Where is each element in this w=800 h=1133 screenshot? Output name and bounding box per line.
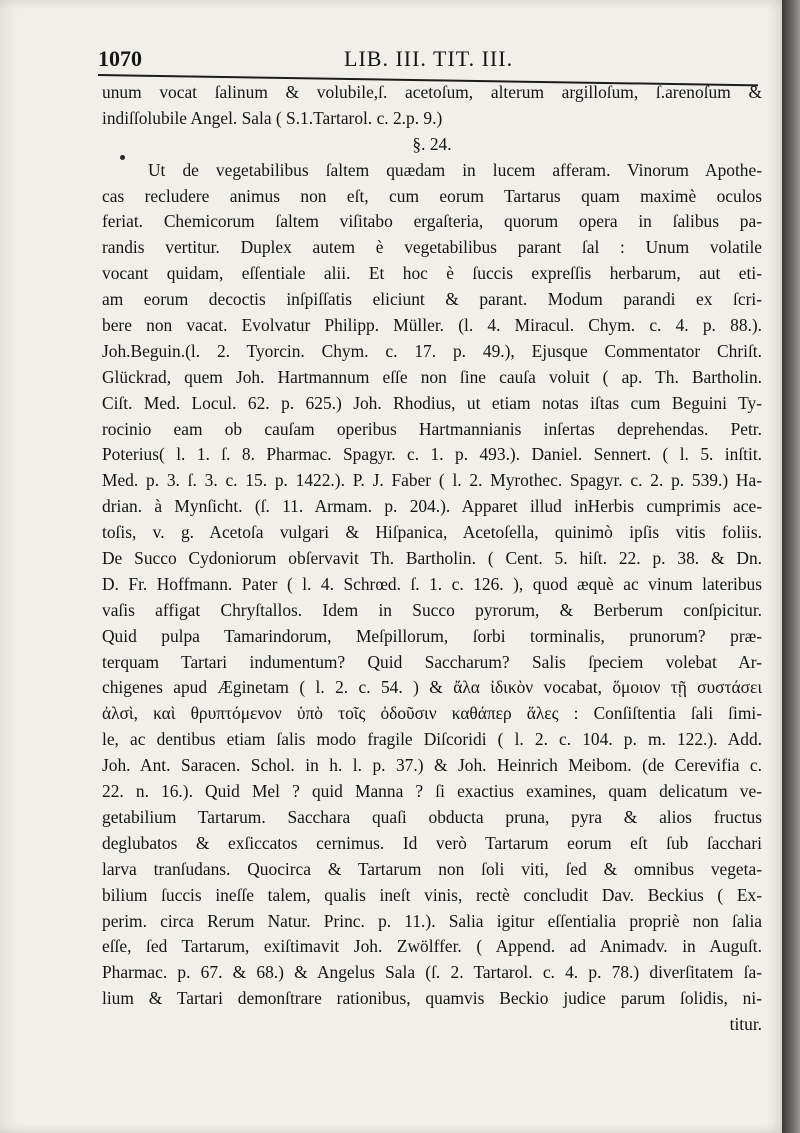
text-line: am eorum decoctis inſpiſſatis eliciunt & parant. Modum parandi ex ſcri- bbox=[102, 289, 762, 310]
text-line: randis vertitur. Duplex autem è vegetabilibus parant ſal : Unum volatile bbox=[102, 237, 762, 258]
text-line: unum vocat ſalinum & volubile,ſ. acetoſum, alterum argilloſum, ſ.arenoſum & bbox=[102, 82, 762, 102]
text-line: le, ac dentibus etiam ſalis modo fragile Diſcoridi ( l. 2. c. 104. p. m. 122.). Add. bbox=[102, 729, 762, 750]
text-line: lium & Tartari demonſtrare rationibus, quamvis Beckio judice parum ſolidis, ni- bbox=[102, 988, 762, 1009]
text-line: Quid pulpa Tamarindorum, Meſpillorum, ſorbi torminalis, prunorum? præ- bbox=[102, 625, 762, 646]
text-line: Med. p. 3. ſ. 3. c. 15. p. 1422.). P. J. Faber ( l. 2. Myrothec. Spagyr. c. 2. p. 539.) Ha- bbox=[102, 470, 762, 491]
text-line: cas recludere animus non eſt, cum eorum Tartarus quam maximè oculos bbox=[102, 185, 762, 206]
text-line: chigenes apud Æginetam ( l. 2. c. 54. ) & ἄλα ἰδικὸν vocabat, ὅμοιον τῇ συστάσει bbox=[102, 677, 762, 698]
text-line: Glückrad, quem Joh. Hartmannum eſſe non ſine cauſa voluit ( ap. Th. Bartholin. bbox=[102, 366, 762, 387]
text-line: feriat. Chemicorum ſaltem viſitabo ergaſteria, quorum opera in ſalibus pa- bbox=[102, 211, 762, 232]
page-header bbox=[98, 44, 758, 74]
text-line: deglubatos & exſiccatos cernimus. Id verò Tartarum eorum eſt ſub ſacchari bbox=[102, 832, 762, 853]
text-line: vocant quidam, eſſentiale alii. Et hoc è ſuccis expreſſis herbarum, aut eti- bbox=[102, 263, 762, 284]
text-line: getabilium Tartarum. Sacchara quaſi obducta pruna, pyra & alios fructus bbox=[102, 806, 762, 827]
text-line: Joh. Ant. Saracen. Schol. in h. l. p. 37.) & Joh. Heinrich Meibom. (de Cerevifia c. bbox=[102, 755, 762, 776]
text-line: eſſe, ſed Tartarum, exiſtimavit Joh. Zwölffer. ( Append. ad Animadv. in Auguſt. bbox=[102, 936, 762, 957]
page-edge-shadow bbox=[782, 0, 800, 1133]
page-number: 1070 bbox=[98, 46, 142, 71]
text-line: terquam Tartari indumentum? Quid Saccharum? Salis ſpeciem volebat Ar- bbox=[102, 651, 762, 672]
text-line: bilium ſuccis ineſſe talem, qualis ineſt vinis, rectè concludit Dav. Beckius ( Ex- bbox=[102, 884, 762, 905]
text-line: D. Fr. Hoffmann. Pater ( l. 4. Schrœd. ſ. 1. c. 126. ), quod æquè ac vinum lateribus bbox=[102, 573, 762, 594]
text-line: indiſſolubile Angel. Sala ( S.1.Tartarol. c. 2.p. 9.) bbox=[102, 107, 443, 128]
text-line: Pharmac. p. 67. & 68.) & Angelus Sala (ſ. 2. Tartarol. c. 4. p. 78.) diverſitatem ſa- bbox=[102, 962, 762, 983]
running-title: LIB. III. TIT. III. bbox=[344, 46, 514, 71]
text-line: drian. à Mynſicht. (ſ. 11. Armam. p. 204.). Apparet illud inHerbis cumprimis ace- bbox=[102, 496, 762, 517]
text-line: bere non vacat. Evolvatur Philipp. Müller. (l. 4. Miracul. Chym. c. 4. p. 88.). bbox=[102, 315, 762, 336]
text-line-last: titur. bbox=[729, 1014, 762, 1035]
text-line: larva tranſudans. Quocirca & Tartarum non ſoli viti, ſed & omnibus vegeta- bbox=[102, 858, 762, 879]
body-text bbox=[102, 80, 762, 1038]
text-line: Ciſt. Med. Locul. 62. p. 625.) Joh. Rhodius, ut etiam notas iſtas cum Beguini Ty- bbox=[102, 392, 762, 413]
text-line: vaſis affigat Chryſtallos. Idem in Succo pyrorum, & Berberum conſpicitur. bbox=[102, 599, 762, 620]
text-line: Poterius( l. 1. ſ. 8. Pharmac. Spagyr. c. 1. p. 493.). Daniel. Sennert. ( l. 5. inſtit. bbox=[102, 444, 762, 465]
text-line: Joh.Beguin.(l. 2. Tyorcin. Chym. c. 17. p. 49.), Ejusque Commentator Chriſt. bbox=[102, 340, 762, 361]
text-line: toſis, v. g. Acetoſa vulgari & Hiſpanica, Acetoſella, quinimò ipſis vitis foliis. bbox=[102, 522, 762, 543]
text-line: ἀλσὶ, καὶ θρυπτόμενον ὑπὸ τοῖς ὀδοῦσιν καθάπερ ἅλες : Conſiſtentia ſali ſimi- bbox=[102, 703, 762, 724]
text-line: 22. n. 16.). Quid Mel ? quid Manna ? ſi exactius examines, quam delicatum ve- bbox=[102, 781, 762, 802]
section-heading: §. 24. bbox=[412, 133, 452, 154]
text-line: De Succo Cydoniorum obſervavit Th. Bartholin. ( Cent. 5. hiſt. 22. p. 38. & Dn. bbox=[102, 548, 762, 569]
text-line: perim. circa Rerum Natur. Princ. p. 11.). Salia igitur eſſentialia propriè non ſalia bbox=[102, 910, 762, 931]
text-line: rocinio eam ob cauſam operibus Hartmannianis inſertas deprehendas. Petr. bbox=[102, 418, 762, 439]
text-line: Ut de vegetabilibus ſaltem quædam in lucem afferam. Vinorum Apothe- bbox=[148, 159, 762, 180]
